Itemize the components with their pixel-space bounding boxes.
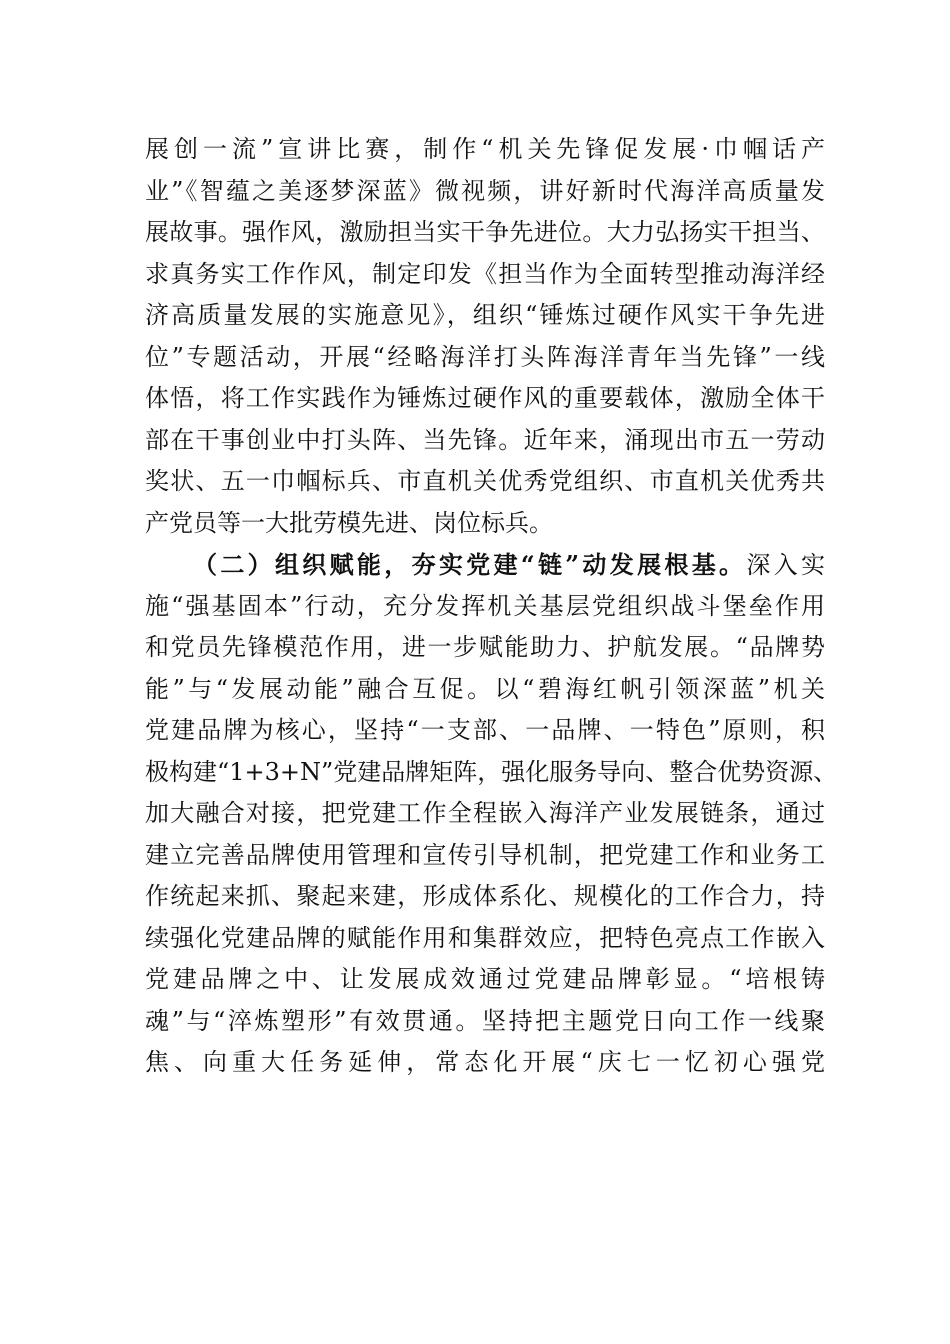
text-line: 魂”与“淬炼塑形”有效贯通。坚持把主题党日向工作一线聚 bbox=[145, 1006, 825, 1035]
section-heading-continuation: 深入实 bbox=[746, 551, 826, 579]
text-line: 业”《智蕴之美逐梦深蓝》微视频，讲好新时代海洋高质量发 bbox=[145, 176, 825, 205]
section-heading: （二）组织赋能，夯实党建“链”动发展根基。 bbox=[193, 550, 747, 579]
text-line: 作统起来抓、聚起来建，形成体系化、规模化的工作合力，持 bbox=[145, 882, 825, 910]
text-line: 建立完善品牌使用管理和宣传引导机制，把党建工作和业务工 bbox=[145, 840, 825, 869]
text-line: 展故事。强作风，激励担当实干争先进位。大力弘扬实干担当、 bbox=[145, 218, 825, 246]
text-line: 和党员先锋模范作用，进一步赋能助力、护航发展。“品牌势 bbox=[145, 633, 825, 661]
text-line: 奖状、五一巾帼标兵、市直机关优秀党组织、市直机关优秀共 bbox=[145, 467, 825, 495]
text-line: 党建品牌之中、让发展成效通过党建品牌彰显。“培根铸 bbox=[145, 965, 825, 993]
text-line: 体悟，将工作实践作为锤炼过硬作风的重要载体，激励全体干 bbox=[145, 384, 825, 412]
text-line: 加大融合对接，把党建工作全程嵌入海洋产业发展链条，通过 bbox=[145, 799, 825, 827]
text-line: 焦、向重大任务延伸，常态化开展“庆七一忆初心强党 bbox=[145, 1048, 825, 1076]
text-line: 党建品牌为核心，坚持“一支部、一品牌、一特色”原则，积 bbox=[145, 716, 825, 744]
text-line: 极构建“1+3+N”党建品牌矩阵，强化服务导向、整合优势资源、 bbox=[145, 757, 838, 786]
text-line: 位”专题活动，开展“经略海洋打头阵海洋青年当先锋”一线 bbox=[145, 342, 825, 371]
body-text bbox=[145, 129, 838, 1084]
text-line: 济高质量发展的实施意见》，组织“锤炼过硬作风实干争先进 bbox=[145, 301, 825, 329]
text-line: 能”与“发展动能”融合互促。以“碧海红帆引领深蓝”机关 bbox=[145, 674, 825, 703]
text-line: 求真务实工作作风，制定印发《担当作为全面转型推动海洋经 bbox=[145, 259, 825, 288]
text-line: 续强化党建品牌的赋能作用和集群效应，把特色亮点工作嵌入 bbox=[145, 923, 825, 952]
text-line: 部在干事创业中打头阵、当先锋。近年来，涌现出市五一劳动 bbox=[145, 425, 825, 454]
text-line: 展创一流”宣讲比赛，制作“机关先锋促发展·巾帼话产 bbox=[145, 135, 825, 163]
text-line: 产党员等一大批劳模先进、岗位标兵。 bbox=[145, 508, 553, 537]
text-line: 施“强基固本”行动，充分发挥机关基层党组织战斗堡垒作用 bbox=[145, 591, 825, 620]
section-heading-line bbox=[145, 544, 825, 586]
